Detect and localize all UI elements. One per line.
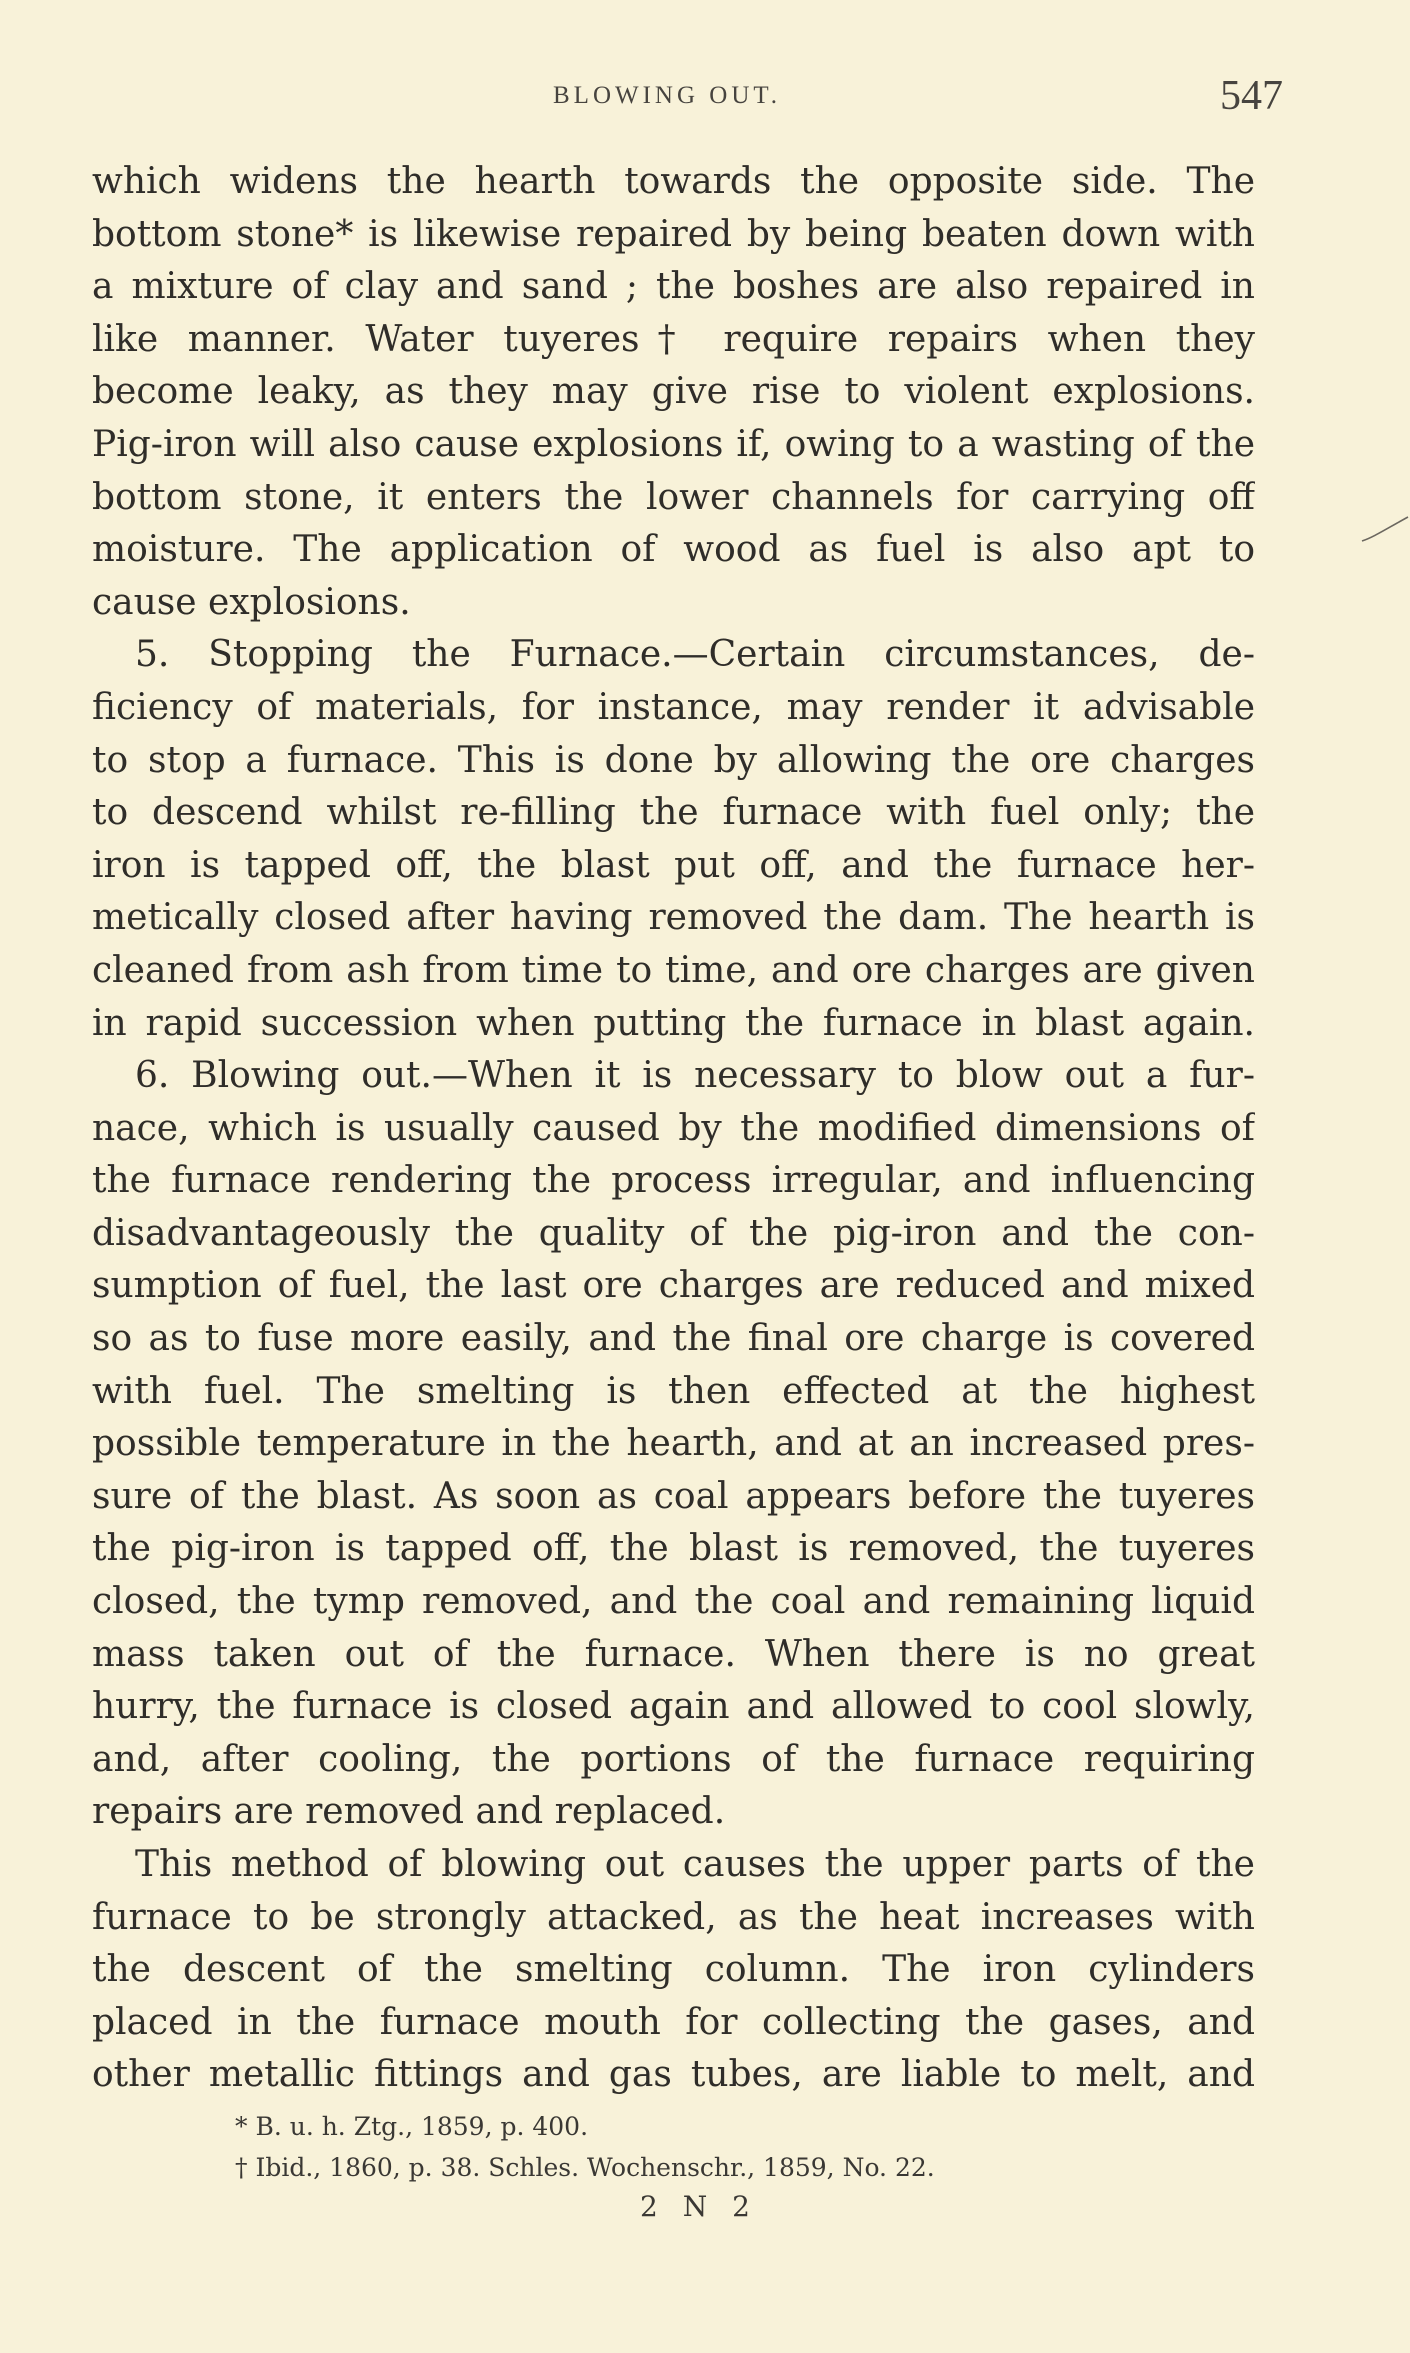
text-line: other metallic fittings and gas tubes, are liable to melt, and bbox=[92, 2054, 1255, 2096]
text-line: cleaned from ash from time to time, and ore charges are given bbox=[92, 949, 1255, 991]
text-line: nace, which is usually caused by the modified dimensions of bbox=[92, 1107, 1255, 1149]
text-line: and, after cooling, the portions of the furnace requiring bbox=[92, 1738, 1255, 1780]
text-line: the descent of the smelting column. The iron cylinders bbox=[92, 1949, 1255, 1991]
text-line: which widens the hearth towards the opposite side. The bbox=[92, 161, 1255, 202]
text-line: metically closed after having removed the dam. The hearth is bbox=[92, 897, 1255, 939]
section-heading-line: 5. Stopping the Furnace.—Certain circumstances, de- bbox=[135, 634, 1255, 676]
signature-mark: 2 N 2 bbox=[640, 2190, 758, 2223]
text-line: to descend whilst re-filling the furnace with fuel only; the bbox=[92, 792, 1255, 834]
text-line: sure of the blast. As soon as coal appears before the tuyeres bbox=[92, 1475, 1255, 1517]
text-line: a mixture of clay and sand ; the boshes are also repaired in bbox=[92, 266, 1255, 308]
text-line: to stop a furnace. This is done by allowing the ore charges bbox=[92, 739, 1255, 781]
text-line: ficiency of materials, for instance, may render it advisable bbox=[92, 686, 1255, 728]
text-line: bottom stone* is likewise repaired by being beaten down with bbox=[92, 213, 1255, 255]
text-line: bottom stone, it enters the lower channels for carrying off bbox=[92, 476, 1255, 518]
text-line: the furnace rendering the process irregular, and influencing bbox=[92, 1160, 1255, 1202]
text-line: possible temperature in the hearth, and at an increased pres- bbox=[92, 1423, 1255, 1465]
text-line: moisture. The application of wood as fuel is also apt to bbox=[92, 529, 1255, 571]
text-line: Pig-iron will also cause explosions if, owing to a wasting of the bbox=[92, 423, 1255, 465]
text-line: hurry, the furnace is closed again and allowed to cool slowly, bbox=[92, 1686, 1255, 1728]
text-line: furnace to be strongly attacked, as the heat increases with bbox=[92, 1896, 1255, 1938]
text-line: like manner. Water tuyeres† require repairs when they bbox=[92, 318, 1255, 360]
text-line: with fuel. The smelting is then effected at the highest bbox=[92, 1370, 1255, 1412]
body-text bbox=[92, 156, 1255, 2102]
text-line: cause explosions. bbox=[92, 581, 411, 623]
footnotes bbox=[235, 2106, 1135, 2188]
footnote: † Ibid., 1860, p. 38. Schles. Wochenschr., 1859, No. 22. bbox=[235, 2153, 935, 2182]
footnote: * B. u. h. Ztg., 1859, p. 400. bbox=[235, 2112, 589, 2141]
section-heading-line: 6. Blowing out.—When it is necessary to blow out a fur- bbox=[135, 1055, 1255, 1097]
text-line: become leaky, as they may give rise to violent explosions. bbox=[92, 371, 1255, 413]
page-number: 547 bbox=[1220, 73, 1283, 119]
text-line: repairs are removed and replaced. bbox=[92, 1791, 726, 1833]
text-line: iron is tapped off, the blast put off, and the furnace her- bbox=[92, 844, 1255, 886]
text-line: the pig-iron is tapped off, the blast is removed, the tuyeres bbox=[92, 1528, 1255, 1570]
paragraph-start-line: This method of blowing out causes the upper parts of the bbox=[135, 1844, 1255, 1885]
text-line: disadvantageously the quality of the pig-iron and the con- bbox=[92, 1212, 1255, 1254]
text-line: so as to fuse more easily, and the final ore charge is covered bbox=[92, 1318, 1255, 1360]
text-line: closed, the tymp removed, and the coal and remaining liquid bbox=[92, 1581, 1255, 1623]
text-line: sumption of fuel, the last ore charges are reduced and mixed bbox=[92, 1265, 1255, 1307]
text-line: placed in the furnace mouth for collecting the gases, and bbox=[92, 2001, 1255, 2043]
page-header bbox=[0, 72, 1410, 132]
running-title: BLOWING OUT. bbox=[553, 82, 782, 109]
text-line: in rapid succession when putting the furnace in blast again. bbox=[92, 1002, 1255, 1044]
margin-pencil-mark bbox=[1360, 513, 1410, 545]
text-line: mass taken out of the furnace. When there is no great bbox=[92, 1633, 1255, 1675]
